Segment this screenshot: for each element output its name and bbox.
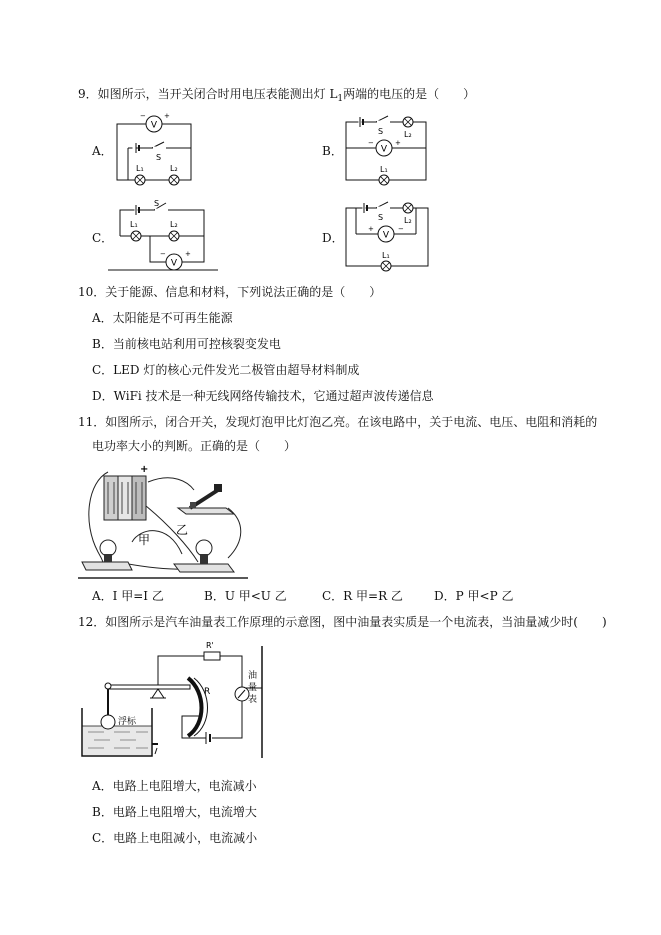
q10-option-b[interactable]: B．当前核电站利用可控核裂变发电	[92, 337, 281, 351]
q9c-switch-label: S	[154, 199, 160, 208]
q9c-voltmeter-label: V	[170, 258, 178, 269]
q11-option-d[interactable]: D．P 甲<P 乙	[434, 589, 514, 603]
q9d-plus-label: +	[368, 225, 374, 233]
q9-option-c[interactable]: C．	[92, 231, 114, 245]
q9b-switch-label: S	[378, 127, 384, 136]
q12-meter-label-3: 表	[248, 695, 258, 705]
q9d-l2-label: L₂	[404, 216, 412, 225]
q9d-voltmeter-label: V	[382, 230, 390, 241]
q9-stem-post: 两端的电压的是（ ）	[343, 87, 476, 101]
q10-option-c[interactable]: C．LED 灯的核心元件发光二极管由超导材料制成	[92, 363, 360, 377]
float-icon	[101, 715, 115, 729]
q11-option-c[interactable]: C．R 甲=R 乙	[322, 589, 403, 603]
q9-option-d[interactable]: D．	[322, 231, 344, 245]
q12-float-label: 浮标	[118, 717, 137, 727]
q12-option-b[interactable]: B．电路上电阻增大，电流增大	[92, 805, 257, 819]
q12-stem: 12．如图所示是汽车油量表工作原理的示意图，图中油量表实质是一个电流表，当油量减少时( )	[78, 615, 607, 629]
q12-option-c[interactable]: C．电路上电阻减小，电流减小	[92, 831, 258, 845]
q11-stem-line2: 电功率大小的判断。正确的是（ ）	[92, 439, 297, 453]
q9c-minus-label: −	[160, 250, 166, 258]
q11-option-b[interactable]: B．U 甲<U 乙	[204, 589, 287, 603]
q9c-l1-label: L₁	[130, 220, 138, 229]
q9a-minus-label: −	[140, 112, 146, 120]
knife-switch-icon	[178, 484, 234, 514]
q12-option-a[interactable]: A．电路上电阻增大，电流减小	[92, 779, 257, 793]
q9d-minus-label: −	[398, 225, 404, 233]
fuel-tank-icon	[82, 708, 158, 756]
q9-circuit-d	[338, 198, 434, 274]
q11-bulb-yi-label: 乙	[176, 523, 189, 537]
q9-circuit-c	[108, 198, 218, 274]
q12-fuel-gauge-diagram	[80, 638, 266, 762]
q9c-l2-label: L₂	[170, 220, 178, 229]
q9a-switch-label: S	[156, 153, 162, 162]
q10-stem: 10．关于能源、信息和材料，下列说法正确的是（ ）	[78, 285, 382, 299]
battery-group-icon	[104, 476, 146, 520]
q9-circuit-a	[108, 108, 200, 188]
lever-arm-icon	[108, 685, 190, 689]
q10-option-d[interactable]: D．WiFi 技术是一种无线网络传输技术，它通过超声波传递信息	[92, 389, 434, 403]
q9-circuit-b	[338, 112, 432, 186]
q12-meter-label-2: 量	[248, 683, 258, 693]
q9b-l2-label: L₂	[404, 130, 412, 139]
q9d-l1-label: L₁	[382, 251, 390, 260]
q12-r-label: R	[204, 687, 211, 697]
q9a-l1-label: L₁	[136, 164, 144, 173]
q9b-minus-label: −	[368, 139, 374, 147]
q9-option-b[interactable]: B．	[322, 144, 343, 158]
q9a-l2-label: L₂	[170, 164, 178, 173]
q9-stem	[78, 86, 475, 107]
q9c-plus-label: +	[185, 250, 191, 258]
q11-bulb-jia-label: 甲	[138, 533, 151, 547]
q9d-switch-label: S	[378, 213, 384, 222]
q11-stem-line1: 11．如图所示，闭合开关，发现灯泡甲比灯泡乙亮。在该电路中，关于电流、电压、电阻和消耗的	[78, 415, 598, 429]
resistor-r-prime-icon	[204, 652, 220, 660]
q9b-l1-label: L₁	[380, 165, 388, 174]
q9a-plus-label: +	[164, 112, 170, 120]
pivot-icon	[152, 689, 164, 698]
q9-stem-pre: 9．如图所示，当开关闭合时用电压表能测出灯 L	[78, 87, 338, 101]
bulb-jia-icon	[82, 540, 132, 570]
q9-stem-sub: 1	[337, 94, 344, 104]
q11-option-a[interactable]: A．I 甲=I 乙	[92, 589, 164, 603]
q10-option-a[interactable]: A．太阳能是不可再生能源	[92, 311, 233, 325]
q11-battery-plus-label: +	[140, 464, 149, 475]
q9-option-a[interactable]: A．	[92, 144, 113, 158]
q9a-voltmeter-label: V	[150, 120, 158, 131]
q12-meter-label-1: 油	[248, 671, 258, 681]
q9b-plus-label: +	[395, 139, 401, 147]
bulb-yi-icon	[174, 540, 234, 572]
q12-r-prime-label: R'	[206, 641, 214, 650]
q11-circuit-photo	[78, 462, 250, 580]
q9b-voltmeter-label: V	[380, 144, 388, 155]
